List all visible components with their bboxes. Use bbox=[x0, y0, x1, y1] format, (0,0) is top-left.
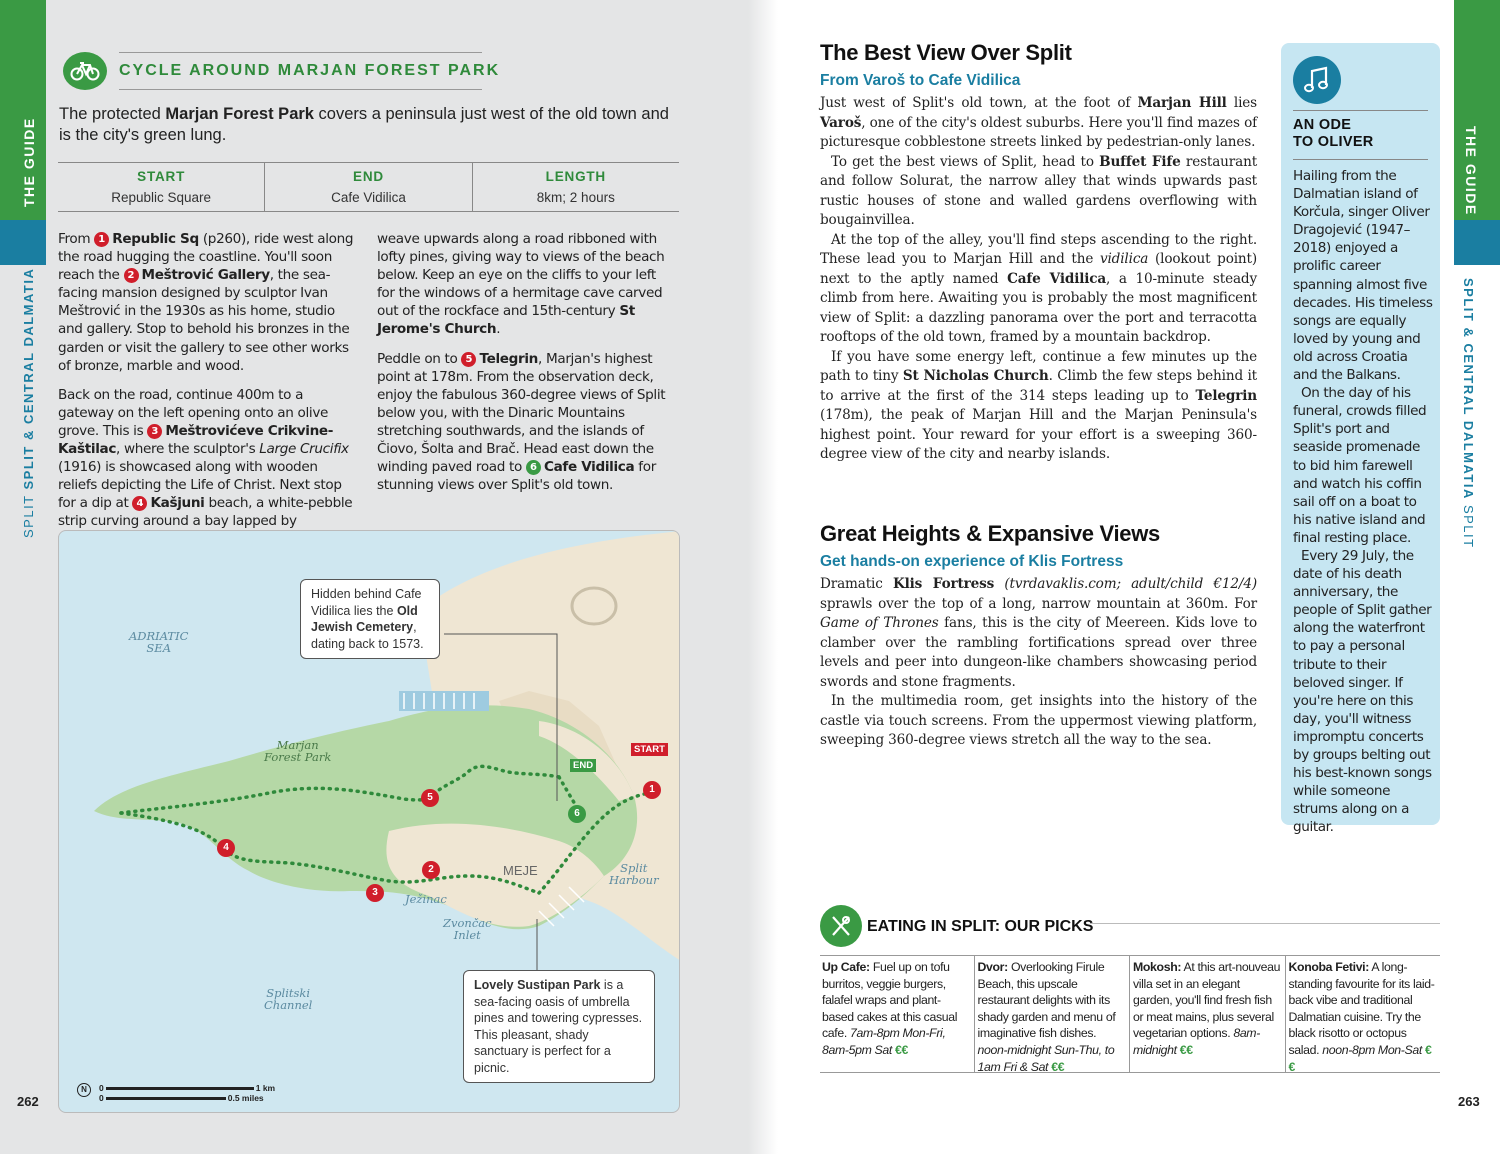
fork-knife-icon bbox=[820, 905, 862, 947]
callout-text: , dating back to 1573. bbox=[311, 620, 424, 651]
running-head-region: SPLIT & CENTRAL DALMATIA bbox=[1461, 278, 1476, 500]
sidebar-paragraph: On the day of his funeral, crowds filled Split's port and seaside promenade to bid him farewell and watch his coffin sail off on a boat to his native island and final resting place. bbox=[1293, 385, 1427, 546]
scale-mi-label: 0.5 miles bbox=[227, 1093, 264, 1103]
scale-bar bbox=[99, 1083, 275, 1103]
fact-length bbox=[473, 163, 679, 211]
marker-2: 2 bbox=[124, 268, 139, 283]
callout-bold: Old Jewish Cemetery bbox=[311, 603, 418, 634]
harbour-line: Harbour bbox=[609, 873, 659, 887]
north-arrow-icon: N bbox=[77, 1083, 91, 1097]
intro-bold: Marjan Forest Park bbox=[165, 105, 314, 123]
route-column-2 bbox=[377, 230, 677, 505]
article-paragraph: If you have some energy left, continue a few minutes up the path to tiny St Nicholas Church. Climb the few steps behind it to arrive at the first of the 314 steps leading up to Telegrin (178m), the peak of Marjan Hill and the Marjan Peninsula's highest point. Your reward for your effort is a sweeping 360-degree view of the city and nearby islands. bbox=[820, 348, 1257, 462]
callout-bold: Lovely Sustipan Park bbox=[474, 978, 601, 992]
article-paragraph: At the top of the alley, you'll find steps ascending to the right. These lead you to Marjan Hill and the vidilica (lookout point) next to the aptly named Cafe Vidilica, a 10-minute steady climb from here. Awaiting you is probably the most magnificent view of Split: a dazzling panorama over the port and terracotta rooftops of the old town, framed by a mountain backdrop. bbox=[820, 231, 1258, 345]
sidebar-title-line: AN ODE bbox=[1293, 117, 1352, 133]
pick-dvor: Dvor: Overlooking Firule Beach, this upscale restaurant delights with its shady garden and menu of imaginative fish dishes. noon-midnight Sun-Thu, to 1am Fri & Sat €€ bbox=[975, 956, 1131, 1072]
article-paragraph: Dramatic Klis Fortress (tvrdavaklis.com; adult/child €12/4) sprawls over the top of a long, narrow mountain at 360m. For Game of Thrones fans, this is the city of Meereen. Kids love to clamber over the rambling fortifications spread over three levels and peer into dungeon-like chambers showcasing period swords and stone fragments. bbox=[820, 576, 1257, 690]
scale-zero: 0 bbox=[99, 1093, 104, 1103]
zvoncac-label bbox=[443, 917, 492, 941]
chapter-running-head-right bbox=[1461, 278, 1476, 549]
map-marker-1: 1 bbox=[643, 781, 661, 799]
guide-tab-label: THE GUIDE bbox=[1463, 126, 1479, 216]
page-number: 262 bbox=[17, 1094, 39, 1109]
page-number-right: 263 bbox=[1458, 1094, 1480, 1109]
article-paragraph: To get the best views of Split, head to Buffet Fife restaurant and follow Solurat, the narrow alley that winds upwards past rustic houses of stone and walled gardens overflowing with bougainvillea. bbox=[820, 153, 1258, 228]
fact-label: LENGTH bbox=[545, 169, 606, 184]
section-title: CYCLE AROUND MARJAN FOREST PARK bbox=[119, 62, 501, 79]
harbour-label bbox=[609, 862, 659, 886]
route-facts bbox=[58, 162, 679, 212]
subheading-klis: Get hands-on experience of Klis Fortress bbox=[820, 553, 1124, 570]
sea-label-line: SEA bbox=[146, 641, 171, 655]
route-paragraph: Back on the road, continue 400m to a gateway on the left opening onto an olive grove. This is 3 Meštrovićeve Crikvine-Kaštilac, where the sculptor's Large Crucifix (1916) is showcased along with wooden reliefs depicting the Life of Christ. Next stop for a dip at 4 Kašjuni beach, a white-pebble strip curving around a bay lapped by bbox=[58, 386, 353, 530]
park-label bbox=[264, 739, 331, 763]
pick-konoba-fetivi: Konoba Fetivi: A long-standing favourite for its laid-back vibe and traditional Dalmatian cuisine. Try the black risotto or octopus salad. noon-8pm Mon-Sat €€ bbox=[1288, 960, 1435, 1074]
guide-tab bbox=[0, 0, 46, 220]
sidebar-rule-top bbox=[1293, 110, 1428, 111]
running-head-prefix: SPLIT bbox=[21, 494, 36, 538]
marker-3: 3 bbox=[147, 424, 162, 439]
marker-1: 1 bbox=[94, 232, 109, 247]
sidebar-title bbox=[1293, 117, 1374, 151]
map-marker-4: 4 bbox=[217, 839, 235, 857]
route-paragraph: weave upwards along a road ribboned with lofty pines, giving way to views of the beach below. Keep an eye on the cliffs to your left for the windows of a hermitage cave carved out of the rockface and 15th-century St Jerome's Church. bbox=[377, 231, 665, 338]
sidebar-body bbox=[1293, 167, 1435, 836]
end-tag: END bbox=[570, 759, 596, 772]
callout-text: is a sea-facing oasis of umbrella pines and towering cypresses. This pleasant, shady sanctuary is perfect for a picnic. bbox=[474, 978, 643, 1075]
music-note-icon bbox=[1293, 56, 1341, 104]
running-head-suffix: SPLIT bbox=[1461, 504, 1476, 549]
eating-rule bbox=[1090, 923, 1440, 924]
meje-label: MEJE bbox=[503, 863, 538, 878]
channel-line: Splitski bbox=[266, 986, 311, 1000]
marker-4: 4 bbox=[132, 496, 147, 511]
fact-end bbox=[265, 163, 472, 211]
route-paragraph: Peddle on to 5 Telegrin, Marjan's highest point at 178m. From the observation deck, enjoy the fabulous 360-degree views of Split below you, with the Dinaric Mountains stretching southwards, and the islands of Čiovo, Šolta and Brač. Head east down the winding paved road to 6 Cafe Vidilica for stunning views over Split's old town. bbox=[377, 350, 666, 494]
chapter-tab-marker-right bbox=[1454, 220, 1500, 265]
heading-best-view: The Best View Over Split bbox=[820, 40, 1072, 65]
zvoncac-line: Inlet bbox=[453, 928, 481, 942]
article-paragraph: Just west of Split's old town, at the foot of Marjan Hill lies Varoš, one of the city's oldest suburbs. Here you'll find mazes of picturesque cobblestone streets linked by pedestrian-only lanes. bbox=[820, 95, 1257, 150]
harbour-line: Split bbox=[620, 861, 648, 875]
route-column-1 bbox=[58, 230, 358, 560]
bicycle-icon bbox=[63, 52, 107, 90]
sea-label bbox=[129, 630, 188, 654]
callout-text: Hidden behind Cafe Vidilica lies the bbox=[311, 587, 422, 618]
fact-label: START bbox=[137, 169, 186, 184]
sidebar-title-line: TO OLIVER bbox=[1293, 134, 1374, 150]
start-tag: START bbox=[631, 743, 668, 756]
chapter-tab-marker bbox=[0, 220, 46, 265]
title-rule-top bbox=[119, 52, 482, 53]
map-marker-3: 3 bbox=[366, 884, 384, 902]
channel-label bbox=[264, 987, 312, 1011]
intro-pre: The protected bbox=[59, 105, 166, 123]
marker-5: 5 bbox=[461, 352, 476, 367]
scale-km-label: 1 km bbox=[255, 1083, 276, 1093]
callout-jewish-cemetery bbox=[300, 579, 440, 659]
fact-value: Republic Square bbox=[111, 190, 212, 205]
fact-value: Cafe Vidilica bbox=[331, 190, 406, 205]
route-paragraph: From 1 Republic Sq (p260), ride west along the road hugging the coastline. You'll soon reach the 2 Meštrović Gallery, the sea-facing mansion designed by sculptor Ivan Meštrović in the 1930s as his home, studio and gallery. Stop to behold his bronzes in the garden or visit the gallery to see other works of bronze, marble and wood. bbox=[58, 231, 354, 374]
page-gutter bbox=[748, 0, 778, 1154]
route-map bbox=[58, 530, 680, 1113]
eating-title: EATING IN SPLIT: OUR PICKS bbox=[867, 918, 1094, 935]
zvoncac-line: Zvončac bbox=[443, 916, 492, 930]
pick-up-cafe: Up Cafe: Fuel up on tofu burritos, veggie burgers, falafel wraps and plant-based cakes at this casual cafe. 7am-8pm Mon-Fri, 8am-5pm Sat €€ bbox=[820, 956, 975, 1072]
article-klis bbox=[820, 575, 1257, 751]
pick-mokosh: Mokosh: At this art-nouveau villa set in an elegant garden, you'll find fresh fish or meat mains, plus several vegetarian options. 8am-midnight €€ bbox=[1130, 956, 1286, 1072]
guide-tab-label: THE GUIDE bbox=[21, 117, 37, 207]
running-head-region: SPLIT & CENTRAL DALMATIA bbox=[21, 267, 36, 490]
fact-label: END bbox=[353, 169, 384, 184]
jezinac-label: Ježinac bbox=[405, 892, 447, 906]
park-label-line: Forest Park bbox=[264, 750, 332, 764]
fact-value: 8km; 2 hours bbox=[536, 190, 615, 205]
park-label-line: Marjan bbox=[276, 738, 319, 752]
map-marker-5: 5 bbox=[421, 789, 439, 807]
scale-zero: 0 bbox=[99, 1083, 104, 1093]
sea-label-line: ADRIATIC bbox=[129, 629, 189, 643]
sidebar-paragraph: Hailing from the Dalmatian island of Korčula, singer Oliver Dragojević (1947–2018) enjoyed a prolific career spanning almost five decades. His timeless songs are equally loved by young and old across Croatia and the Balkans. bbox=[1293, 168, 1433, 384]
intro-text bbox=[59, 104, 679, 146]
callout-sustipan-park bbox=[463, 970, 655, 1083]
title-rule-bottom bbox=[119, 89, 482, 90]
guide-tab-right bbox=[1454, 0, 1500, 220]
sidebar-paragraph: Every 29 July, the date of his death anniversary, the people of Split gather along the waterfront to pay a personal tribute to their beloved singer. If you're here on this day, you'll witness impromptu concerts by groups belting out his best-known songs while someone strums along on a guitar. bbox=[1293, 547, 1432, 836]
article-best-view bbox=[820, 94, 1257, 465]
chapter-running-head bbox=[21, 268, 36, 538]
map-marker-2: 2 bbox=[422, 861, 440, 879]
sidebar-ode-to-oliver bbox=[1281, 43, 1440, 836]
eating-picks bbox=[820, 955, 1440, 1073]
channel-line: Channel bbox=[264, 998, 313, 1012]
subheading-varos: From Varoš to Cafe Vidilica bbox=[820, 72, 1021, 89]
article-paragraph: In the multimedia room, get insights into the history of the castle via touch screens. From the uppermost viewing platform, sweeping 360-degree views stretch all the way to the sea. bbox=[820, 693, 1257, 748]
intro-post: covers a peninsula just west of the old town and is the city's green lung. bbox=[59, 105, 669, 144]
map-marker-6: 6 bbox=[568, 805, 586, 823]
marker-6: 6 bbox=[526, 460, 541, 475]
sidebar-rule-bottom bbox=[1293, 159, 1428, 160]
fact-start bbox=[58, 163, 265, 211]
heading-great-heights: Great Heights & Expansive Views bbox=[820, 521, 1160, 546]
